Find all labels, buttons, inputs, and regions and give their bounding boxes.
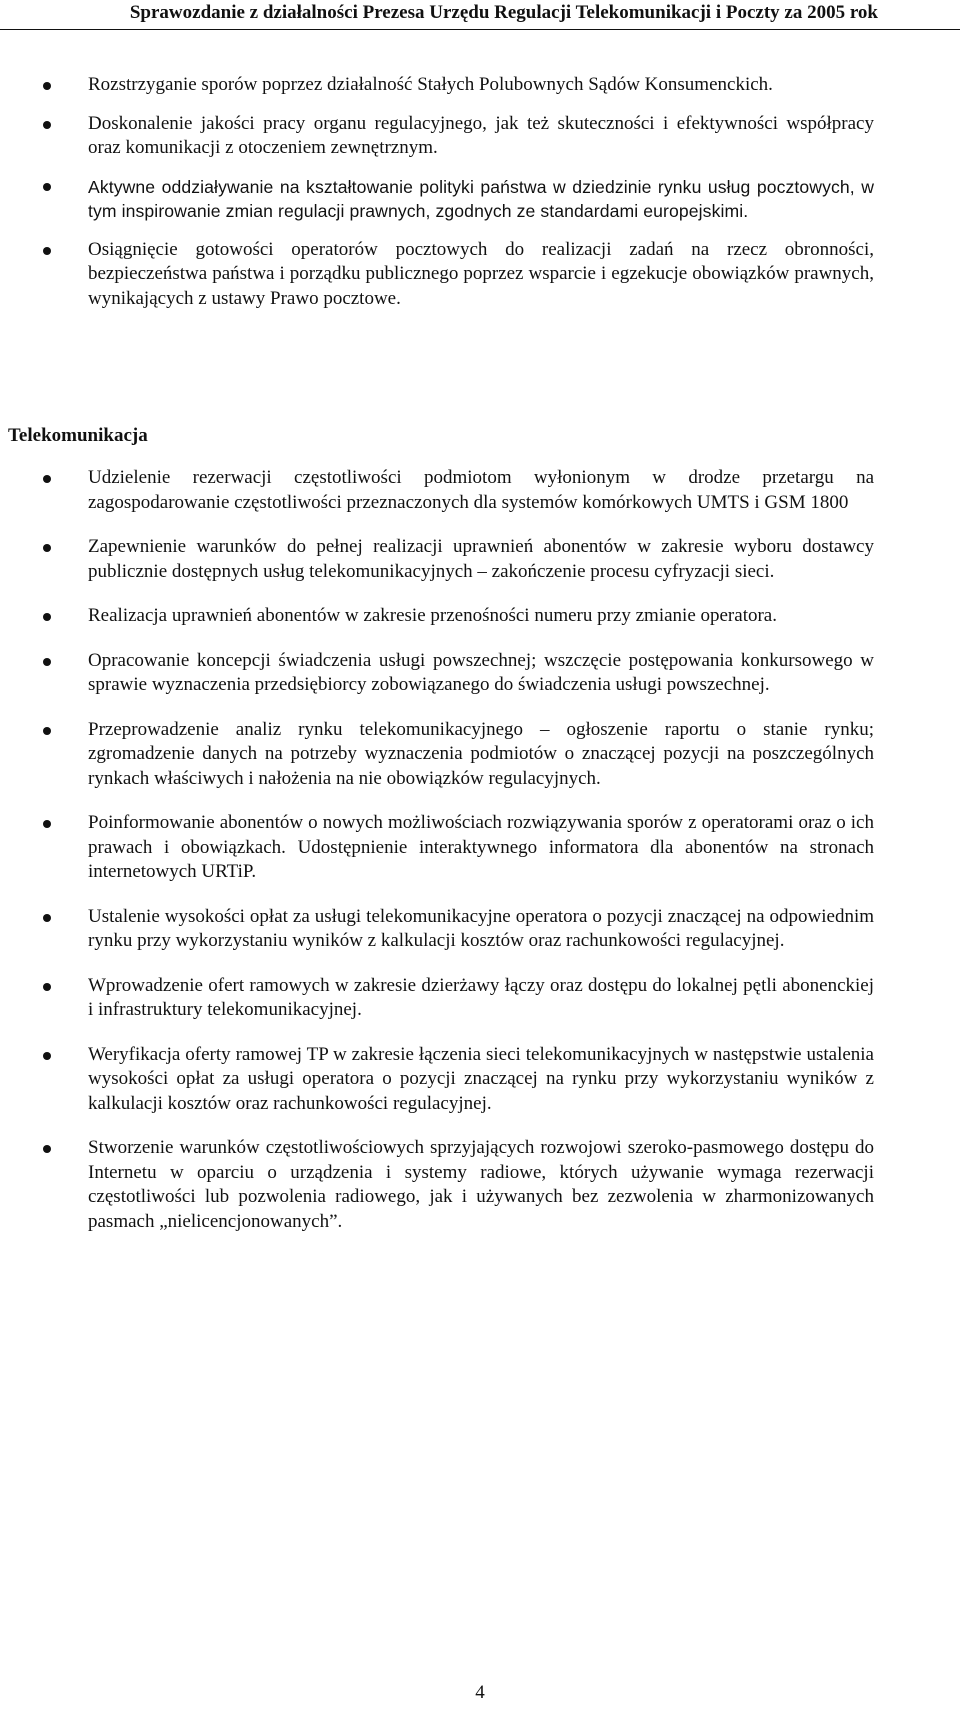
list-item bbox=[0, 649, 874, 698]
bullet-icon bbox=[43, 544, 51, 552]
list-item-text: Realizacja uprawnień abonentów w zakresie przenośności numeru przy zmianie operatora. bbox=[88, 605, 777, 626]
bullet-list bbox=[0, 73, 960, 311]
list-item bbox=[0, 604, 874, 629]
list-item bbox=[0, 974, 874, 1023]
list-item bbox=[0, 112, 874, 161]
list-item-text: Opracowanie koncepcji świadczenia usługi powszechnej; wszczęcie postępowania konkursowego w sprawie wyznaczenia przedsiębiorcy zobowiązanego do świadczenia usługi powszechnej. bbox=[88, 649, 874, 695]
bullet-icon bbox=[43, 183, 51, 191]
list-item bbox=[0, 718, 874, 792]
list-item bbox=[0, 73, 874, 98]
list-item bbox=[0, 535, 874, 584]
section-heading-telecommunications: Telekomunikacja bbox=[8, 425, 148, 446]
bullet-icon bbox=[43, 475, 51, 483]
bullet-icon bbox=[43, 820, 51, 828]
list-item-text: Przeprowadzenie analiz rynku telekomunikacyjnego – ogłoszenie raportu o stanie rynku; zgromadzenie danych na potrzeby wyznaczenia podmiotów o znaczącej pozycji na poszczególnych rynkach właściwych i nałożenia na nie obowiązków regulacyjnych. bbox=[88, 718, 874, 789]
bullet-icon bbox=[43, 82, 51, 90]
list-item bbox=[0, 238, 874, 312]
objectives-list-telecom bbox=[0, 466, 960, 1254]
header-divider bbox=[0, 29, 960, 30]
list-item-text: Weryfikacja oferty ramowej TP w zakresie łączenia sieci telekomunikacyjnych w następstwie ustalenia wysokości opłat za usługi operatora o pozycji znaczącej na rynku przy wykorzystaniu wyników z kalkulacji kosztów oraz rachunkowości regulacyjnej. bbox=[88, 1043, 874, 1114]
list-item-text: Poinformowanie abonentów o nowych możliwościach rozwiązywania sporów z operatorami oraz o ich prawach i obowiązkach. Udostępnienie interaktywnego informatora dla abonentów na stronach internetowych URTiP. bbox=[88, 812, 874, 882]
list-item bbox=[0, 811, 874, 885]
list-item-text: Zapewnienie warunków do pełnej realizacji uprawnień abonentów w zakresie wyboru dostawcy publicznie dostępnych usług telekomunikacyjnych – zakończenie procesu cyfryzacji sieci. bbox=[88, 536, 874, 582]
bullet-icon bbox=[43, 613, 51, 621]
list-item bbox=[0, 905, 874, 954]
page-number: 4 bbox=[475, 1682, 485, 1703]
objectives-list-postal bbox=[0, 73, 960, 325]
list-item bbox=[0, 1136, 874, 1234]
bullet-list bbox=[0, 466, 960, 1234]
list-item-text: Stworzenie warunków częstotliwościowych sprzyjających rozwojowi szeroko-pasmowego dostępu do Internetu w oparciu o urządzenia i systemy radiowe, których używanie wymaga rezerwacji częstotliwości lub pozwolenia radiowego, jak i używanych bez zezwolenia w zharmonizowanych pasmach „nielicencjonowanych”. bbox=[88, 1137, 874, 1232]
bullet-icon bbox=[43, 121, 51, 129]
bullet-icon bbox=[43, 658, 51, 666]
bullet-icon bbox=[43, 983, 51, 991]
bullet-icon bbox=[43, 1145, 51, 1153]
page-header bbox=[0, 0, 960, 30]
list-item bbox=[0, 175, 874, 224]
bullet-icon bbox=[43, 247, 51, 255]
list-item bbox=[0, 1043, 874, 1117]
list-item-text: Ustalenie wysokości opłat za usługi telekomunikacyjne operatora o pozycji znaczącej na odpowiednim rynku przy wykorzystaniu wyników z kalkulacji kosztów oraz rachunkowości regulacyjnej. bbox=[88, 905, 874, 951]
list-item-text: Aktywne oddziaływanie na kształtowanie polityki państwa w dziedzinie rynku usług pocztowych, w tym inspirowanie zmian regulacji prawnych, zgodnych ze standardami europejskimi. bbox=[88, 176, 874, 221]
bullet-icon bbox=[43, 914, 51, 922]
list-item bbox=[0, 466, 874, 515]
list-item-text: Udzielenie rezerwacji częstotliwości podmiotom wyłonionym w drodze przetargu na zagospodarowanie częstotliwości przeznaczonych dla systemów komórkowych UMTS i GSM 1800 bbox=[88, 467, 874, 513]
running-header-title: Sprawozdanie z działalności Prezesa Urzędu Regulacji Telekomunikacji i Poczty za 2005 rok bbox=[129, 2, 878, 23]
list-item-text: Osiągnięcie gotowości operatorów pocztowych do realizacji zadań na rzecz obronności, bezpieczeństwa państwa i porządku publicznego poprzez wsparcie i egzekucje obowiązków prawnych, wynikających z ustawy Prawo pocztowe. bbox=[88, 238, 874, 309]
bullet-icon bbox=[43, 727, 51, 735]
bullet-icon bbox=[43, 1052, 51, 1060]
list-item-text: Wprowadzenie ofert ramowych w zakresie dzierżawy łączy oraz dostępu do lokalnej pętli abonenckiej i infrastruktury telekomunikacyjnej. bbox=[88, 974, 874, 1020]
list-item-text: Doskonalenie jakości pracy organu regulacyjnego, jak też skuteczności i efektywności współpracy oraz komunikacji z otoczeniem zewnętrznym. bbox=[88, 112, 874, 158]
list-item-text: Rozstrzyganie sporów poprzez działalność Stałych Polubownych Sądów Konsumenckich. bbox=[88, 74, 773, 95]
